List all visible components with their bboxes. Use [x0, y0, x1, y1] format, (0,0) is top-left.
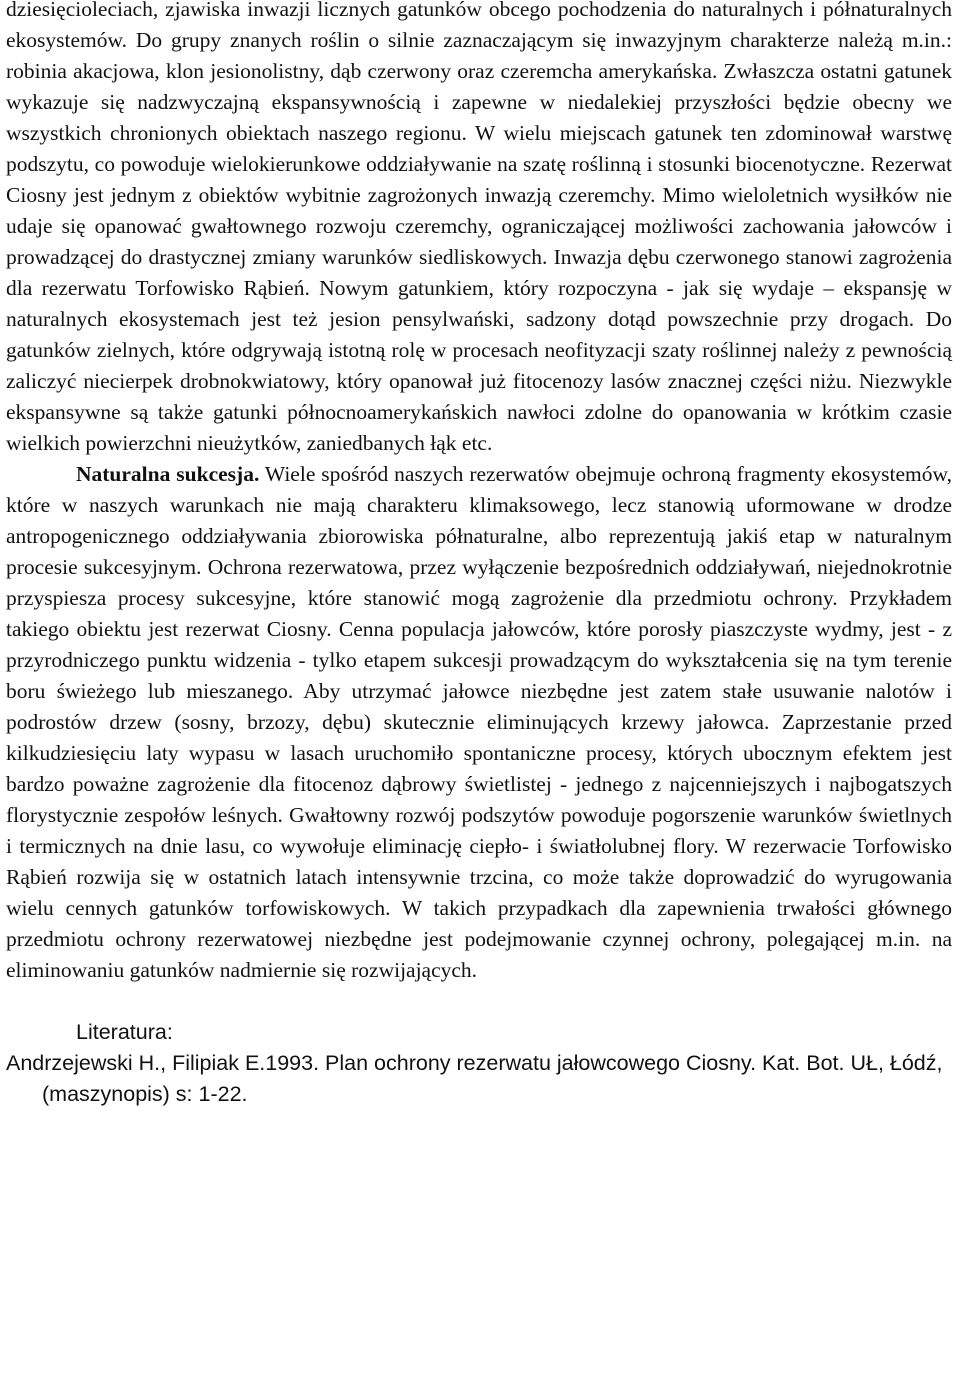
literature-entry: Andrzejewski H., Filipiak E.1993. Plan ochrony rezerwatu jałowcowego Ciosny. Kat. Bot. UŁ, Łódź, (maszynopis) s: 1-22. — [6, 1051, 943, 1106]
document-page — [6, 0, 952, 1110]
literature-heading: Literatura: — [76, 1020, 173, 1044]
literature-section — [6, 1017, 952, 1110]
paragraph-natural-succession-body: Wiele spośród naszych rezerwatów obejmuje ochroną fragmenty ekosystemów, które w naszych warunkach nie mają charakteru klimaksowego, lecz stanowią uformowane w drodze antropogenicznego oddziaływania zbiorowiska półnaturalne, albo reprezentują jakiś etap w naturalnym procesie sukcesyjnym. Ochrona rezerwatowa, przez wyłączenie bezpośrednich oddziaływań, niejednokrotnie przyspiesza procesy sukcesyjne, które stanowić mogą zagrożenie dla przedmiotu ochrony. Przykładem takiego obiektu jest rezerwat Ciosny. Cenna populacja jałowców, które porosły piaszczyste wydmy, jest - z przyrodniczego punktu widzenia - tylko etapem sukcesji prowadzącym do wykształcenia się na tym terenie boru świeżego lub mieszanego. Aby utrzymać jałowce niezbędne jest zatem stałe usuwanie nalotów i podrostów drzew (sosny, brzozy, dębu) skutecznie eliminujących krzewy jałowca. Zaprzestanie przed kilkudziesięciu laty wypasu w lasach uruchomiło spontaniczne procesy, których ubocznym efektem jest bardzo poważne zagrożenie dla fitocenoz dąbrowy świetlistej - jednego z najcenniejszych i najbogatszych florystycznie zespołów leśnych. Gwałtowny rozwój podszytów powoduje pogorszenie warunków świetlnych i termicznych na dnie lasu, co wywołuje eliminację ciepło- i światłolubnej flory. W rezerwacie Torfowisko Rąbień rozwija się w ostatnich latach intensywnie trzcina, co może także doprowadzić do wyrugowania wielu cennych gatunków torfowiskowych. W takich przypadkach dla zapewnienia trwałości głównego przedmiotu ochrony rezerwatowej niezbędne jest podejmowanie czynnej ochrony, polegającej m.in. na eliminowaniu gatunków nadmiernie się rozwijających. — [6, 462, 953, 982]
paragraph-invasive-species: dziesięcioleciach, zjawiska inwazji licznych gatunków obcego pochodzenia do naturalnych i półnaturalnych ekosystemów. Do grupy znanych roślin o silnie zaznaczającym się inwazyjnym charakterze należą m.in.: robinia akacjowa, klon jesionolistny, dąb czerwony oraz czeremcha amerykańska. Zwłaszcza ostatni gatunek wykazuje się nadzwyczajną ekspansywnością i zapewne w niedalekiej przyszłości będzie obecny we wszystkich chronionych obiektach naszego regionu. W wielu miejscach gatunek ten zdominował warstwę podszytu, co powoduje wielokierunkowe oddziaływanie na szatę roślinną i stosunki biocenotyczne. Rezerwat Ciosny jest jednym z obiektów wybitnie zagrożonych inwazją czeremchy. Mimo wieloletnich wysiłków nie udaje się opanować gwałtownego rozwoju czeremchy, ograniczającej możliwości zachowania jałowców i prowadzącej do drastycznej zmiany warunków siedliskowych. Inwazja dębu czerwonego stanowi zagrożenia dla rezerwatu Torfowisko Rąbień. Nowym gatunkiem, który rozpoczyna - jak się wydaje – ekspansję w naturalnych ekosystemach jest też jesion pensylwański, sadzony dotąd powszechnie przy drogach. Do gatunków zielnych, które odgrywają istotną rolę w procesach neofityzacji szaty roślinnej należy z pewnością zaliczyć niecierpek drobnokwiatowy, który opanował już fitocenozy lasów znacznej części niżu. Niezwykle ekspansywne są także gatunki północnoamerykańskich nawłoci zdolne do opanowania w krótkim czasie wielkich powierzchni nieużytków, zaniedbanych łąk etc. — [6, 0, 952, 455]
paragraph-natural-succession — [6, 459, 952, 986]
section-heading-natural-succession: Naturalna sukcesja. — [76, 462, 260, 486]
